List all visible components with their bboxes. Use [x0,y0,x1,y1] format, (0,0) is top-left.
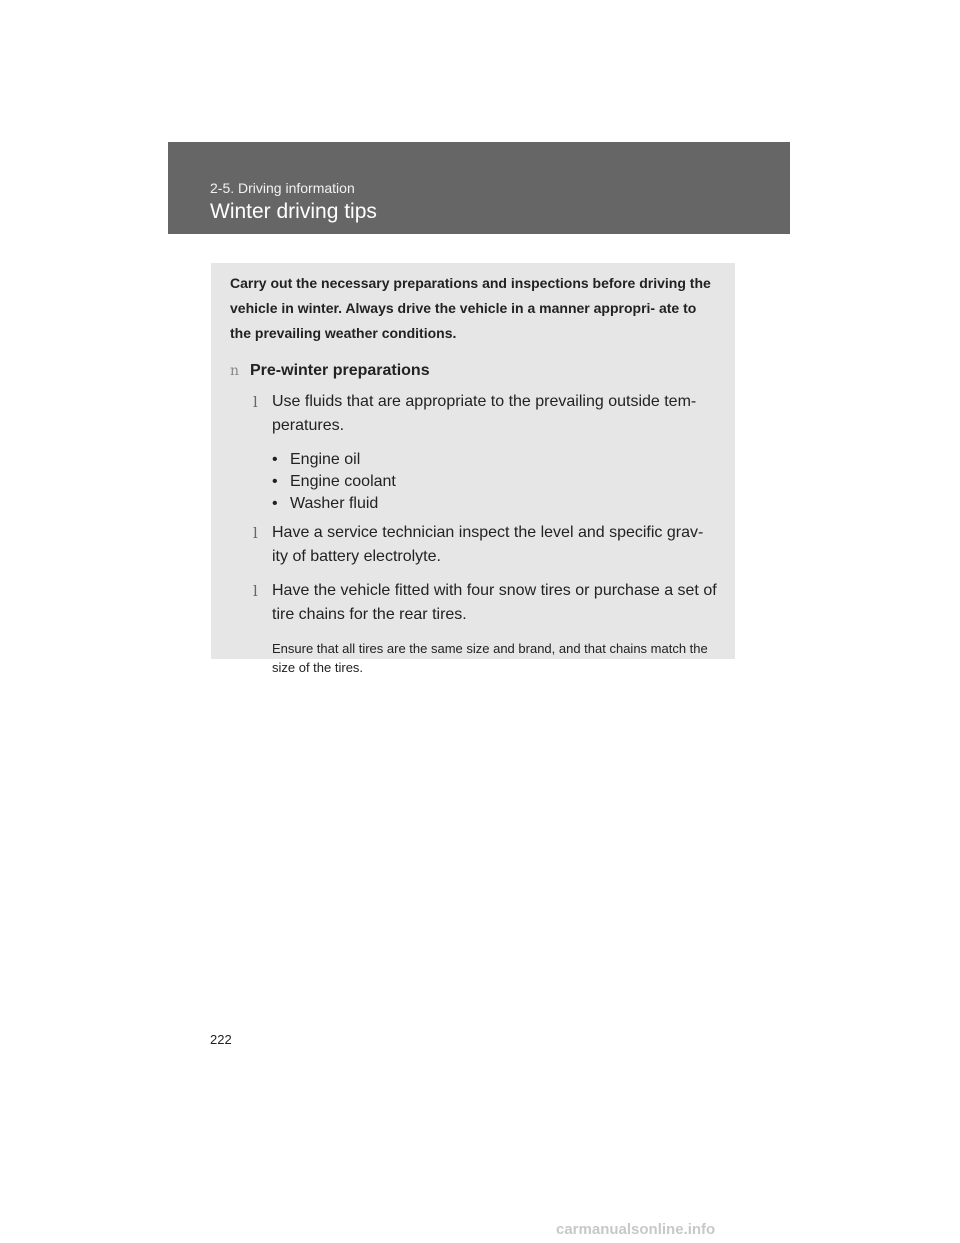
bullet-icon: • [272,473,278,490]
page-number: 222 [210,1032,232,1047]
bullet-icon: • [272,495,278,512]
section-heading [230,362,717,384]
list-item [230,390,717,438]
fluid-item [272,493,717,515]
page-title: Winter driving tips [210,200,377,223]
watermark[interactable]: carmanualsonline.info [556,1221,716,1238]
fluid-item-text: Washer fluid [290,495,379,512]
content-box [211,263,735,675]
round-bullet-icon: l [253,582,258,600]
list-item-text: Have the vehicle fitted with four snow tires or purchase a set of tire chains for the rear tires. [272,582,717,623]
list-item [230,521,717,569]
section-header-band [168,142,790,234]
section-heading-text: Pre‑winter preparations [250,362,430,379]
list-item [230,579,717,627]
section-label: 2-5. Driving information [210,180,355,196]
fluid-item-text: Engine coolant [290,473,396,490]
note-text: Ensure that all tires are the same size and brand, and that chains match the size of the tires. [272,641,708,675]
bullet-icon: • [272,451,278,468]
round-bullet-icon: l [253,393,258,411]
list-item-text: Use fluids that are appropriate to the prevailing outside tem‑ peratures. [272,393,697,434]
fluid-item [272,471,717,493]
fluid-item [272,449,717,471]
intro-paragraph: Carry out the necessary preparations and inspections before driving the vehicle in winter. Always drive the vehicle in a manner appropri‑ ate to the prevailing weather conditions. [230,275,711,341]
round-bullet-icon: l [253,524,258,542]
fluids-list [230,449,717,515]
fluid-item-text: Engine oil [290,451,361,468]
square-bullet-icon: n [230,363,240,379]
list-item-text: Have a service technician inspect the level and specific grav‑ ity of battery electrolyte. [272,524,704,565]
